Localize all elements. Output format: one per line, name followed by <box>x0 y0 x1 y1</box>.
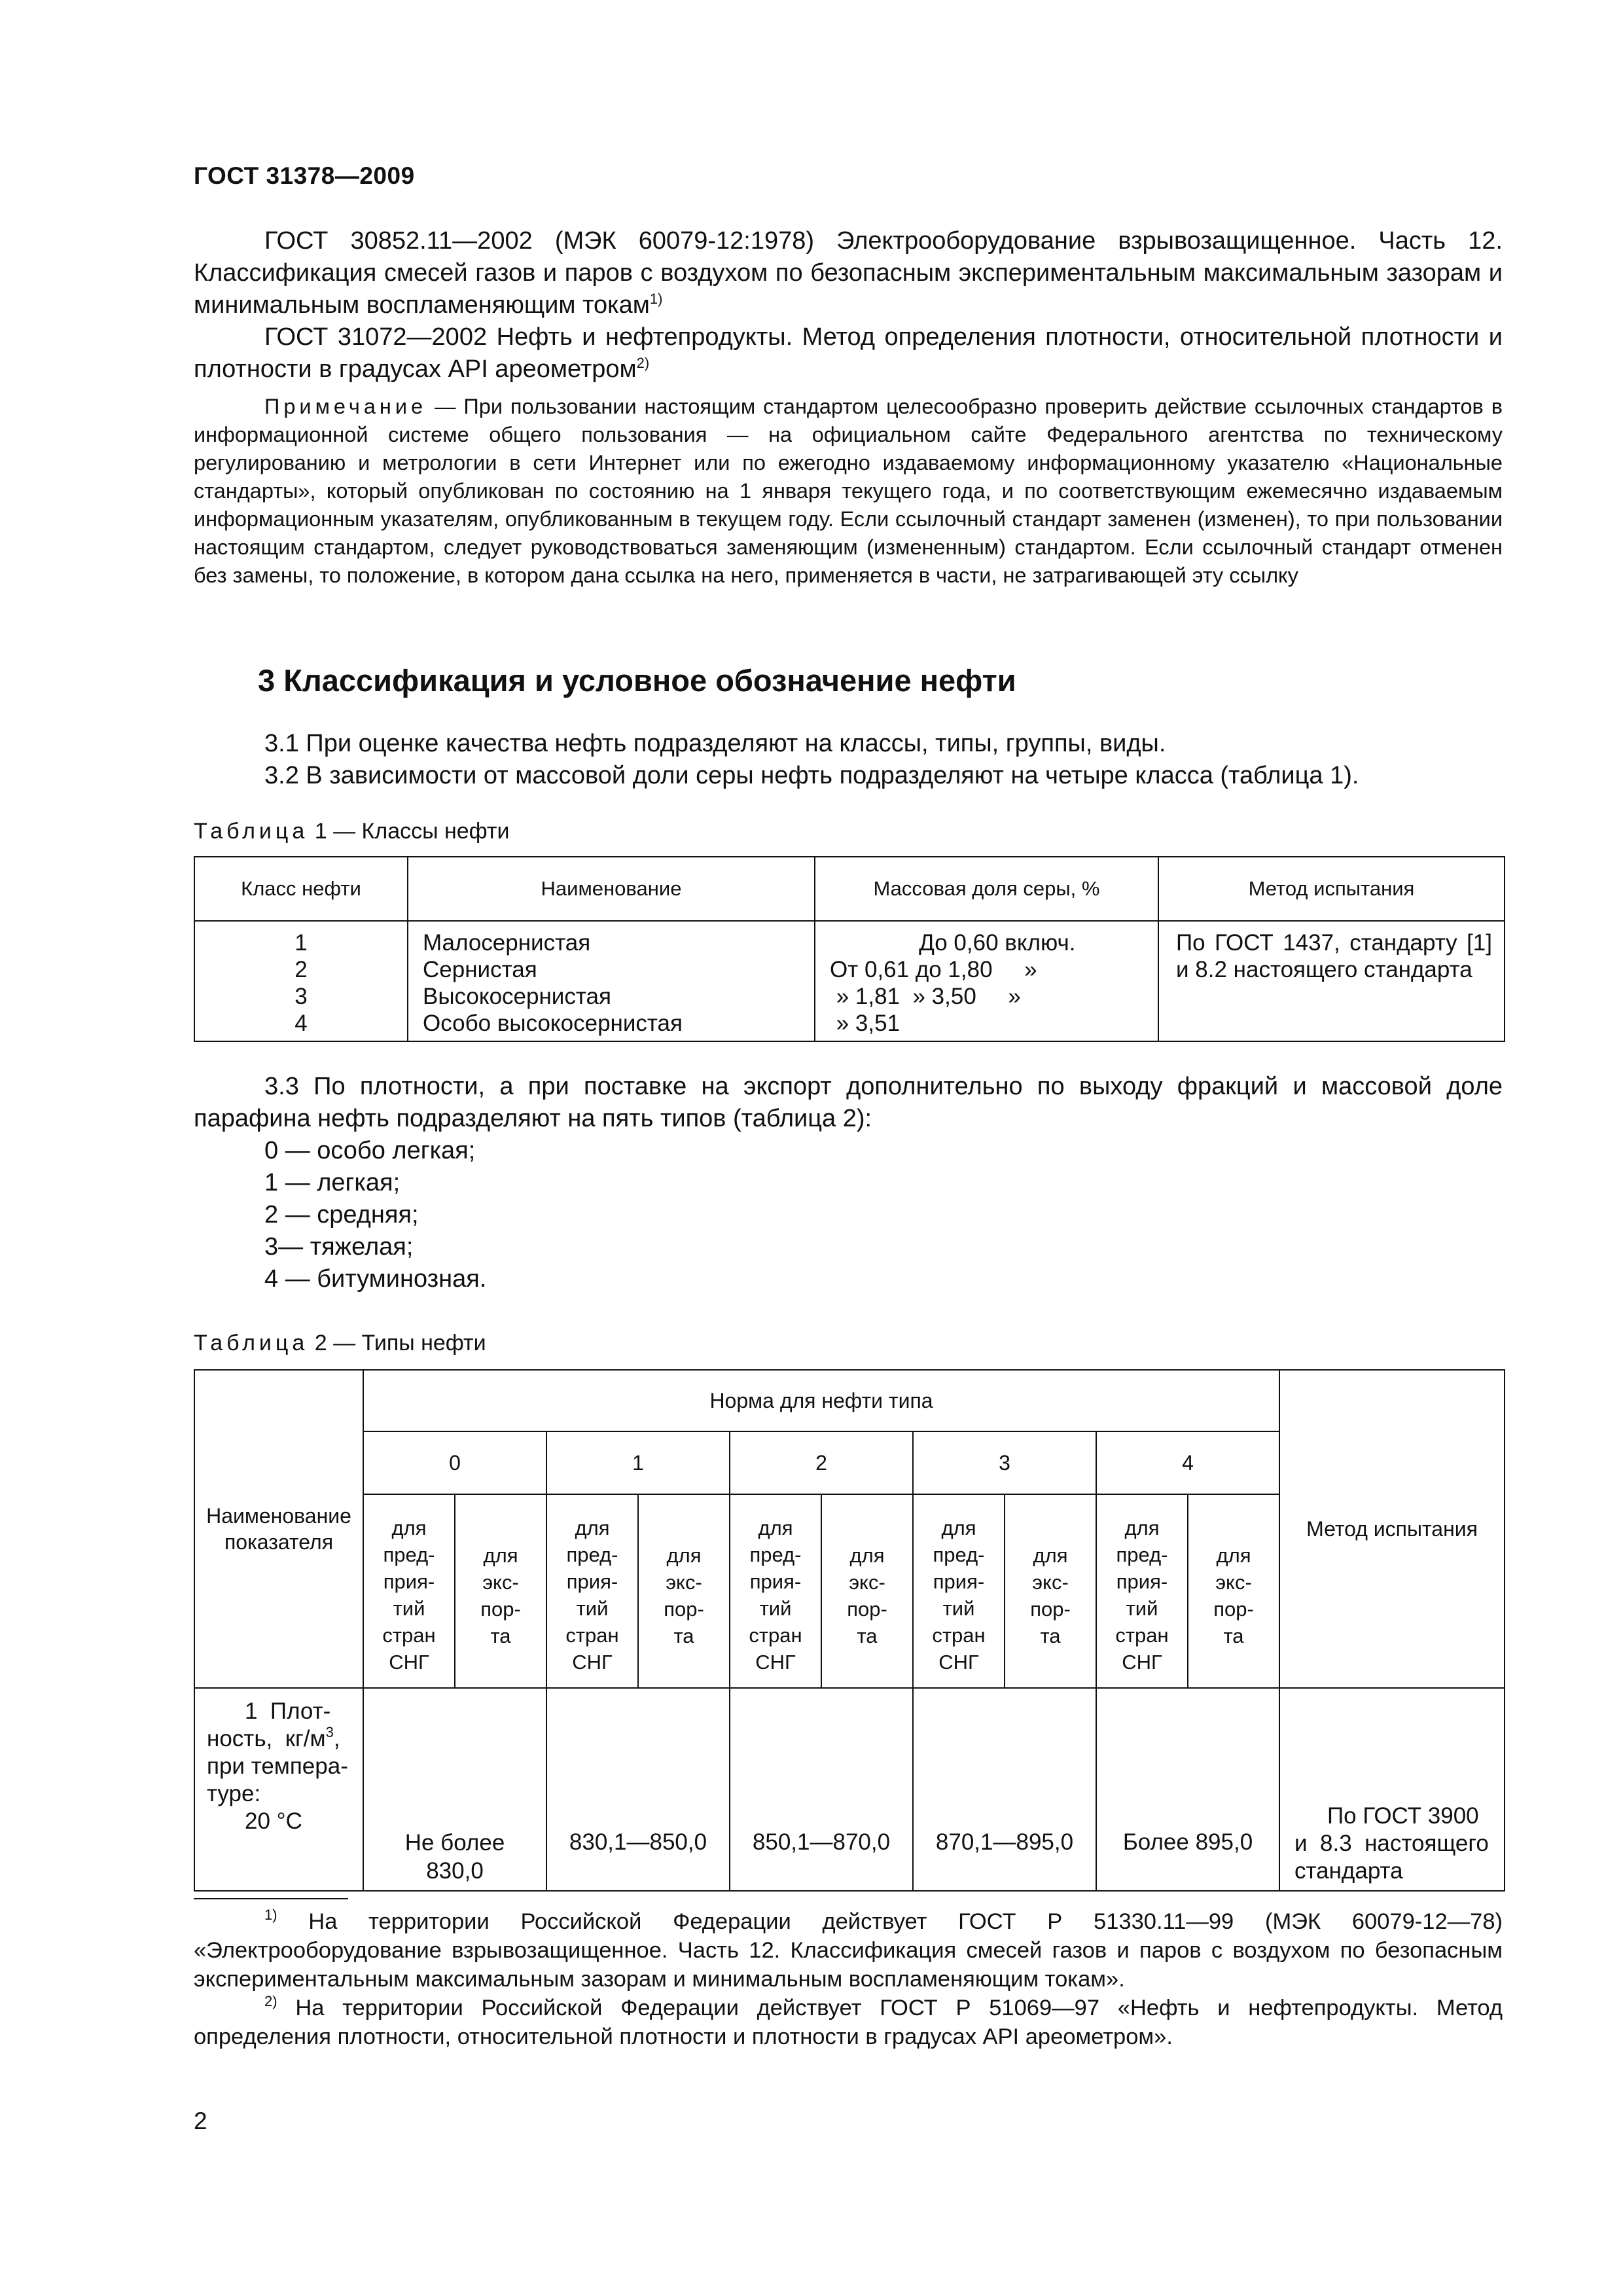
col-header: Массовая доля серы, % <box>815 857 1158 921</box>
col-header: Метод испытания <box>1158 857 1505 921</box>
sub-header-export: для экс- пор- та <box>821 1494 913 1688</box>
type-list-item: 3— тяжелая; <box>264 1233 414 1261</box>
class-number: 2 <box>294 957 308 982</box>
reference-item <box>194 321 1503 386</box>
reference-text: ГОСТ 31072—2002 Нефть и нефтепродукты. Метод определения плотности, относительной плотности и плотности в градусах API ареометром <box>194 323 1503 383</box>
table2-caption <box>194 1329 1503 1357</box>
class-number: 4 <box>294 1011 308 1036</box>
caption-label: Таблица <box>194 1331 309 1355</box>
density-value-type-3: 870,1—895,0 <box>913 1688 1096 1891</box>
normative-references <box>194 225 1503 386</box>
table2-row-density <box>194 1688 1505 1891</box>
class-name: Малосернистая <box>423 930 591 956</box>
sulfur-cell <box>815 921 1158 1041</box>
footnote-marker: 2) <box>264 1993 277 2009</box>
section-title: 3 Классификация и условное обозначение нефти <box>258 663 1016 698</box>
caption-text: 1 — Классы нефти <box>308 819 510 844</box>
sulfur-value: » 3,51 <box>830 1011 901 1036</box>
type-header: 0 <box>363 1431 546 1494</box>
class-cell <box>194 921 408 1041</box>
note-text: — При пользовании настоящим стандартом целесообразно проверить действие ссылочных стандартов в информационной системе общего пользования — на официальном сайте Федерального агентства по техническому регулированию и метрологии в сети Интернет или по ежегодно издаваемому информационному указателю «Национальные стандарты», который опубликован по состоянию на 1 января текущего года, и по соответствующим ежемесячно издаваемым информационным указателям, опубликованным в текущем году. Если ссылочный стандарт заменен (изменен), то при пользовании настоящим стандартом, следует руководствоваться заменяющим (измененным) стандартом. Если ссылочный стандарт отменен без замены, то положение, в котором дана ссылка на него, применяется в части, не затрагивающей эту ссылку <box>194 395 1503 587</box>
page-number: 2 <box>194 2108 207 2134</box>
type-list-item: 4 — битуминозная. <box>264 1265 487 1293</box>
sub-header-export: для экс- пор- та <box>1005 1494 1096 1688</box>
table1 <box>194 856 1505 1042</box>
clause-3-3-block <box>194 1071 1503 1295</box>
footnote-ref: 1) <box>649 291 663 307</box>
density-value-type-4: Более 895,0 <box>1096 1688 1279 1891</box>
table1-header-row <box>194 857 1505 921</box>
class-name: Высокосернистая <box>423 984 611 1009</box>
footnote-divider <box>194 1898 348 1899</box>
type-list-item: 2 — средняя; <box>264 1201 419 1229</box>
norm-header: Норма для нефти типа <box>363 1370 1279 1431</box>
table2-block <box>194 1329 1503 1892</box>
section-3 <box>194 661 1503 792</box>
footnote-1 <box>194 1907 1503 1994</box>
sub-header-export: для экс- пор- та <box>638 1494 730 1688</box>
clause-3-2: 3.2 В зависимости от массовой доли серы нефть подразделяют на четыре класса (таблица 1). <box>264 762 1359 789</box>
density-value-type-0: Не более 830,0 <box>363 1688 546 1891</box>
footnote-marker: 1) <box>264 1907 277 1923</box>
sulfur-value: От 0,61 до 1,80 » <box>830 957 1037 982</box>
sub-header-cis: для пред- прия- тий стран СНГ <box>546 1494 638 1688</box>
sulfur-value: » 1,81 » 3,50 » <box>830 984 1021 1009</box>
indicator-name-cell: 1 Плот- ность, $кг/м^3$, при темпера- туре: 20 °С <box>194 1688 363 1891</box>
class-name: Сернистая <box>423 957 537 982</box>
type-list-item: 1 — легкая; <box>264 1169 401 1196</box>
sub-header-export: для экс- пор- та <box>1188 1494 1279 1688</box>
method-cell: По ГОСТ 1437, стандарту [1] и 8.2 настоящего стандарта <box>1158 921 1505 1041</box>
type-header: 1 <box>546 1431 730 1494</box>
sub-header-cis: для пред- прия- тий стран СНГ <box>363 1494 455 1688</box>
sub-header-cis: для пред- прия- тий стран СНГ <box>1096 1494 1188 1688</box>
sub-header-cis: для пред- прия- тий стран СНГ <box>730 1494 821 1688</box>
table2-header-row-1 <box>194 1370 1505 1431</box>
sub-header-export: для экс- пор- та <box>455 1494 546 1688</box>
caption-label: Таблица <box>194 819 309 844</box>
sub-header-cis: для пред- прия- тий стран СНГ <box>913 1494 1005 1688</box>
note-paragraph <box>194 393 1503 590</box>
density-value-type-1: 830,1—850,0 <box>546 1688 730 1891</box>
type-list-item: 0 — особо легкая; <box>264 1137 476 1164</box>
col-header: Класс нефти <box>194 857 408 921</box>
name-cell <box>408 921 815 1041</box>
clause-3-3: 3.3 По плотности, а при поставке на экспорт дополнительно по выходу фракций и массовой доле парафина нефть подразделяют на пять типов (таблица 2): <box>194 1073 1503 1132</box>
footnote-text: На территории Российской Федерации действует ГОСТ Р 51069—97 «Нефть и нефтепродукты. Метод определения плотности, относительной плотности и плотности в градусах API ареометром». <box>194 1996 1503 2049</box>
footnote-ref: 2) <box>636 355 650 371</box>
type-header: 3 <box>913 1431 1096 1494</box>
col-header: Наименование <box>408 857 815 921</box>
sulfur-value: До 0,60 включ. <box>830 930 1076 956</box>
indicator-name-header: Наименование показателя <box>194 1370 363 1688</box>
class-number: 1 <box>294 930 308 956</box>
footnote-text: На территории Российской Федерации действует ГОСТ Р 51330.11—99 (МЭК 60079-12—78) «Электрооборудование взрывозащищенное. Часть 12. Классификация смесей газов и паров с воздухом по безопасным экспериментальным максимальным зазорам и минимальным воспламеняющим токам». <box>194 1909 1503 1992</box>
note-block <box>194 393 1503 590</box>
density-value-type-2: 850,1—870,0 <box>730 1688 913 1891</box>
density-method-cell: По ГОСТ 3900 и 8.3 настоящего стандарта <box>1279 1688 1505 1891</box>
footnote-2 <box>194 1994 1503 2051</box>
reference-item <box>194 225 1503 321</box>
reference-text: ГОСТ 30852.11—2002 (МЭК 60079-12:1978) Электрооборудование взрывозащищенное. Часть 12. Классификация смесей газов и паров с воздухом по безопасным экспериментальным максимальным зазорам и минимальным воспламеняющим токам <box>194 227 1503 319</box>
type-header: 4 <box>1096 1431 1279 1494</box>
method-header: Метод испытания <box>1279 1370 1505 1688</box>
class-name: Особо высокосернистая <box>423 1011 683 1036</box>
table2 <box>194 1369 1505 1892</box>
note-label: Примечание <box>264 395 427 418</box>
type-header: 2 <box>730 1431 913 1494</box>
table1-caption <box>194 817 1503 846</box>
table1-body-row <box>194 921 1505 1041</box>
document-header: ГОСТ 31378—2009 <box>194 162 415 189</box>
caption-text: 2 — Типы нефти <box>308 1331 486 1355</box>
table1-block <box>194 817 1503 1042</box>
footnotes <box>194 1898 1503 2051</box>
class-number: 3 <box>294 984 308 1009</box>
clause-3-1: 3.1 При оценке качества нефть подразделяют на классы, типы, группы, виды. <box>264 730 1166 757</box>
